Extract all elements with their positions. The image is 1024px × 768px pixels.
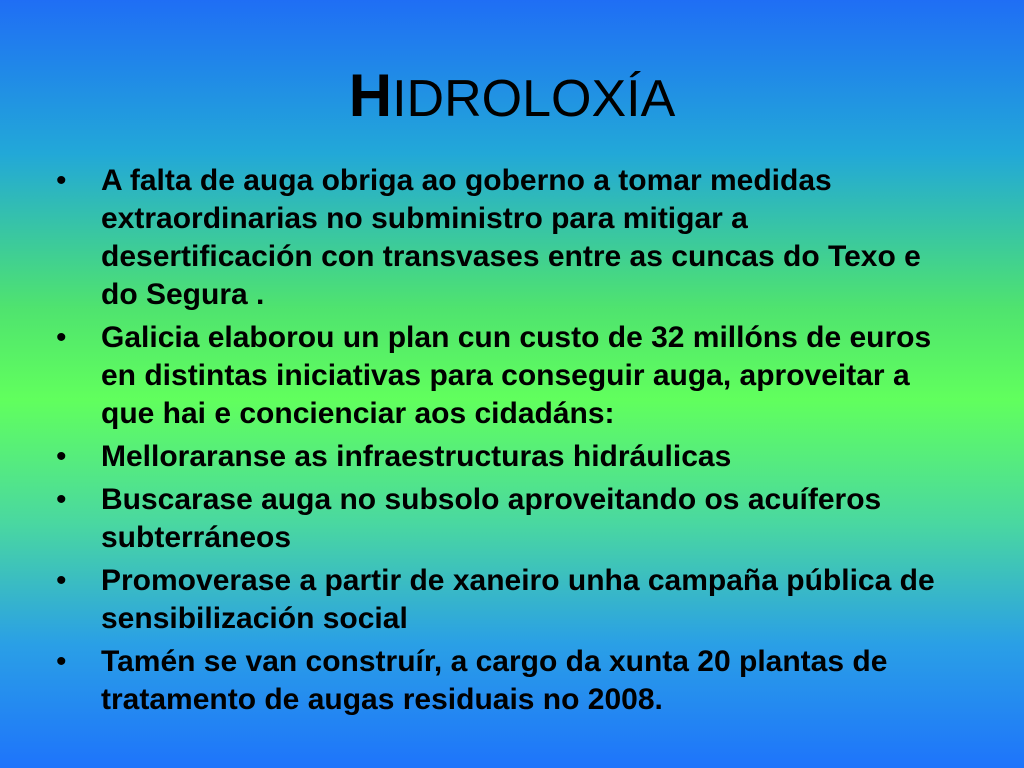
bullet-icon: • — [56, 440, 67, 473]
bullet-icon: • — [56, 564, 67, 597]
bullet-icon: • — [56, 645, 67, 678]
title-rest: IDROLOXÍA — [392, 70, 676, 128]
title-initial: H — [348, 62, 393, 129]
bullet-text: A falta de auga obriga ao goberno a tomar medidas extraordinarias no subministro para mitigar a desertificación con transvases entre as cuncas do Texo e do Segura . — [101, 164, 921, 311]
bullet-icon: • — [56, 164, 67, 197]
bullet-icon: • — [56, 483, 67, 516]
bullet-text: Buscarase auga no subsolo aproveitando os acuíferos subterráneos — [101, 483, 882, 554]
bullet-item — [56, 319, 956, 433]
bullet-text: Galicia elaborou un plan cun custo de 32 millóns de euros en distintas iniciativas para conseguir auga, aproveitar a que hai e concienciar aos cidadáns: — [101, 321, 932, 430]
bullet-list — [56, 162, 956, 724]
bullet-item — [56, 162, 956, 314]
slide-title — [0, 64, 1024, 131]
bullet-item — [56, 643, 956, 719]
bullet-item — [56, 562, 956, 638]
bullet-text: Promoverase a partir de xaneiro unha campaña pública de sensibilización social — [101, 564, 935, 635]
bullet-icon: • — [56, 321, 67, 354]
bullet-text: Tamén se van construír, a cargo da xunta 20 plantas de tratamento de augas residuais no 2008. — [101, 645, 888, 716]
bullet-item — [56, 438, 956, 476]
bullet-text: Melloraranse as infraestructuras hidráulicas — [101, 440, 732, 473]
bullet-item — [56, 481, 956, 557]
